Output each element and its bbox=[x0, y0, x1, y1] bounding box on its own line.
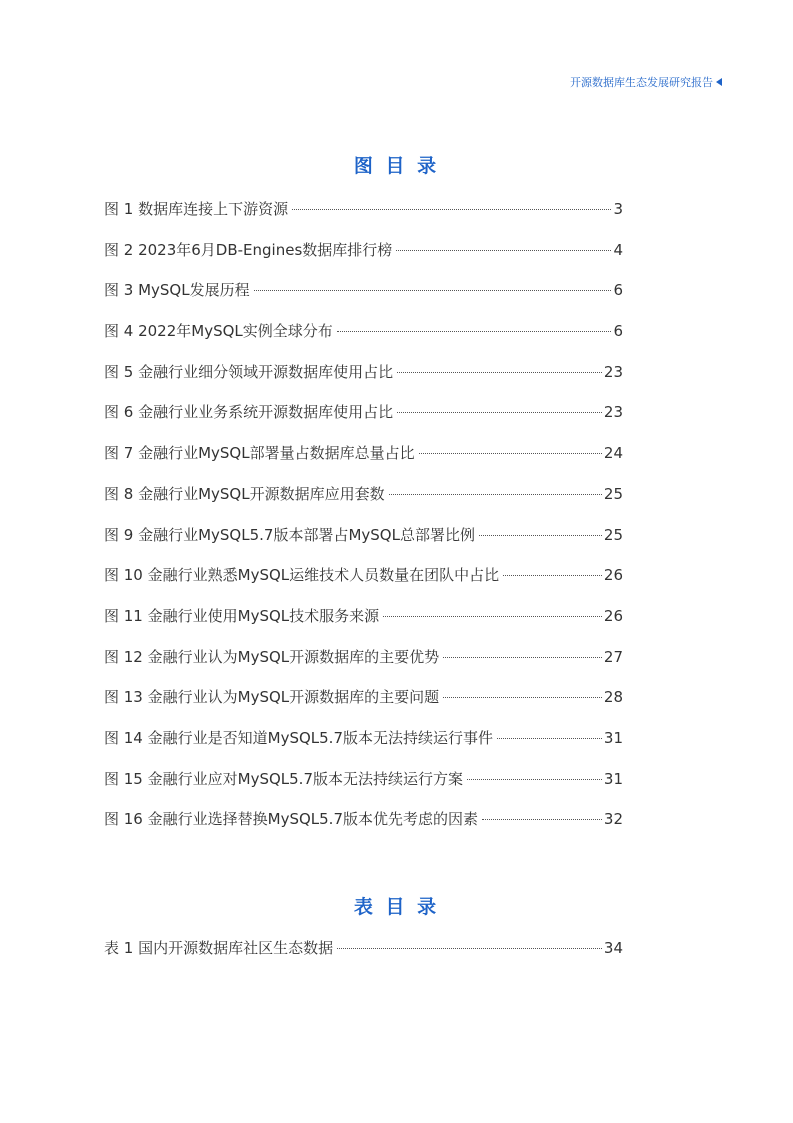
toc-entry[interactable] bbox=[104, 239, 623, 280]
toc-dot-leader bbox=[419, 453, 602, 454]
toc-entry-page-number: 3 bbox=[613, 200, 623, 218]
toc-entry-label: 图 3 MySQL发展历程 bbox=[104, 281, 250, 300]
toc-entry[interactable] bbox=[104, 768, 623, 809]
toc-entry-label: 图 15 金融行业应对MySQL5.7版本无法持续运行方案 bbox=[104, 769, 463, 788]
triangle-left-icon bbox=[716, 78, 722, 86]
toc-dot-leader bbox=[443, 657, 602, 658]
toc-entry-label: 表 1 国内开源数据库社区生态数据 bbox=[104, 939, 334, 957]
toc-entry-page-number: 23 bbox=[603, 403, 623, 422]
toc-dot-leader bbox=[337, 948, 602, 949]
toc-entry-label: 图 5 金融行业细分领域开源数据库使用占比 bbox=[104, 362, 394, 381]
toc-entry-page-number: 32 bbox=[603, 810, 623, 829]
toc-entry-page-number: 31 bbox=[603, 728, 623, 747]
toc-entry-label: 图 13 金融行业认为MySQL开源数据库的主要问题 bbox=[104, 688, 440, 707]
toc-entry[interactable] bbox=[104, 198, 623, 239]
running-header-title: 开源数据库生态发展研究报告 bbox=[570, 76, 713, 89]
toc-entry-label: 图 14 金融行业是否知道MySQL5.7版本无法持续运行事件 bbox=[104, 728, 493, 747]
toc-entry-page-number: 27 bbox=[603, 647, 623, 666]
toc-entry-page-number: 26 bbox=[603, 566, 623, 585]
toc-entry-page-number: 23 bbox=[603, 362, 623, 381]
tables-toc-title: 表 目 录 bbox=[353, 896, 440, 918]
toc-entry-label: 图 2 2023年6月DB-Engines数据库排行榜 bbox=[104, 240, 393, 259]
toc-entry[interactable] bbox=[104, 279, 623, 320]
toc-entry[interactable] bbox=[104, 605, 623, 646]
toc-entry[interactable] bbox=[104, 937, 623, 978]
toc-entry-page-number: 25 bbox=[603, 525, 623, 544]
toc-dot-leader bbox=[482, 819, 602, 820]
toc-dot-leader bbox=[467, 779, 602, 780]
toc-entry-page-number: 4 bbox=[613, 240, 623, 259]
toc-dot-leader bbox=[497, 738, 602, 739]
tables-toc-list bbox=[104, 937, 623, 978]
toc-entry[interactable] bbox=[104, 524, 623, 565]
toc-dot-leader bbox=[397, 372, 602, 373]
toc-entry-label: 图 12 金融行业认为MySQL开源数据库的主要优势 bbox=[104, 647, 440, 666]
toc-dot-leader bbox=[383, 616, 602, 617]
figures-toc-title: 图 目 录 bbox=[353, 155, 440, 177]
toc-entry-label: 图 7 金融行业MySQL部署量占数据库总量占比 bbox=[104, 444, 415, 463]
toc-entry[interactable] bbox=[104, 646, 623, 687]
toc-entry[interactable] bbox=[104, 361, 623, 402]
toc-entry-page-number: 6 bbox=[613, 322, 623, 341]
toc-entry-label: 图 11 金融行业使用MySQL技术服务来源 bbox=[104, 606, 380, 625]
toc-dot-leader bbox=[396, 250, 611, 251]
toc-dot-leader bbox=[503, 575, 602, 576]
toc-entry-label: 图 10 金融行业熟悉MySQL运维技术人员数量在团队中占比 bbox=[104, 566, 500, 585]
figures-toc-list bbox=[104, 198, 623, 849]
toc-dot-leader bbox=[389, 494, 602, 495]
toc-dot-leader bbox=[337, 331, 612, 332]
toc-dot-leader bbox=[292, 209, 611, 210]
toc-entry-page-number: 24 bbox=[603, 444, 623, 463]
running-header bbox=[570, 74, 722, 90]
toc-entry[interactable] bbox=[104, 564, 623, 605]
toc-dot-leader bbox=[479, 535, 602, 536]
toc-entry-page-number: 28 bbox=[603, 688, 623, 707]
toc-entry[interactable] bbox=[104, 483, 623, 524]
toc-entry-page-number: 34 bbox=[603, 939, 623, 957]
toc-entry[interactable] bbox=[104, 808, 623, 849]
toc-entry-label: 图 6 金融行业业务系统开源数据库使用占比 bbox=[104, 403, 394, 422]
toc-entry-page-number: 31 bbox=[603, 769, 623, 788]
toc-entry-page-number: 25 bbox=[603, 484, 623, 503]
toc-dot-leader bbox=[397, 412, 602, 413]
toc-dot-leader bbox=[443, 697, 602, 698]
toc-entry-page-number: 26 bbox=[603, 606, 623, 625]
toc-entry[interactable] bbox=[104, 442, 623, 483]
toc-entry-label: 图 1 数据库连接上下游资源 bbox=[104, 200, 289, 218]
toc-entry-label: 图 16 金融行业选择替换MySQL5.7版本优先考虑的因素 bbox=[104, 810, 478, 829]
toc-entry-page-number: 6 bbox=[613, 281, 623, 300]
toc-entry[interactable] bbox=[104, 401, 623, 442]
toc-entry-label: 图 8 金融行业MySQL开源数据库应用套数 bbox=[104, 484, 385, 503]
toc-entry[interactable] bbox=[104, 686, 623, 727]
toc-entry[interactable] bbox=[104, 320, 623, 361]
toc-entry[interactable] bbox=[104, 727, 623, 768]
toc-entry-label: 图 4 2022年MySQL实例全球分布 bbox=[104, 322, 333, 341]
toc-entry-label: 图 9 金融行业MySQL5.7版本部署占MySQL总部署比例 bbox=[104, 525, 475, 544]
toc-dot-leader bbox=[254, 290, 612, 291]
